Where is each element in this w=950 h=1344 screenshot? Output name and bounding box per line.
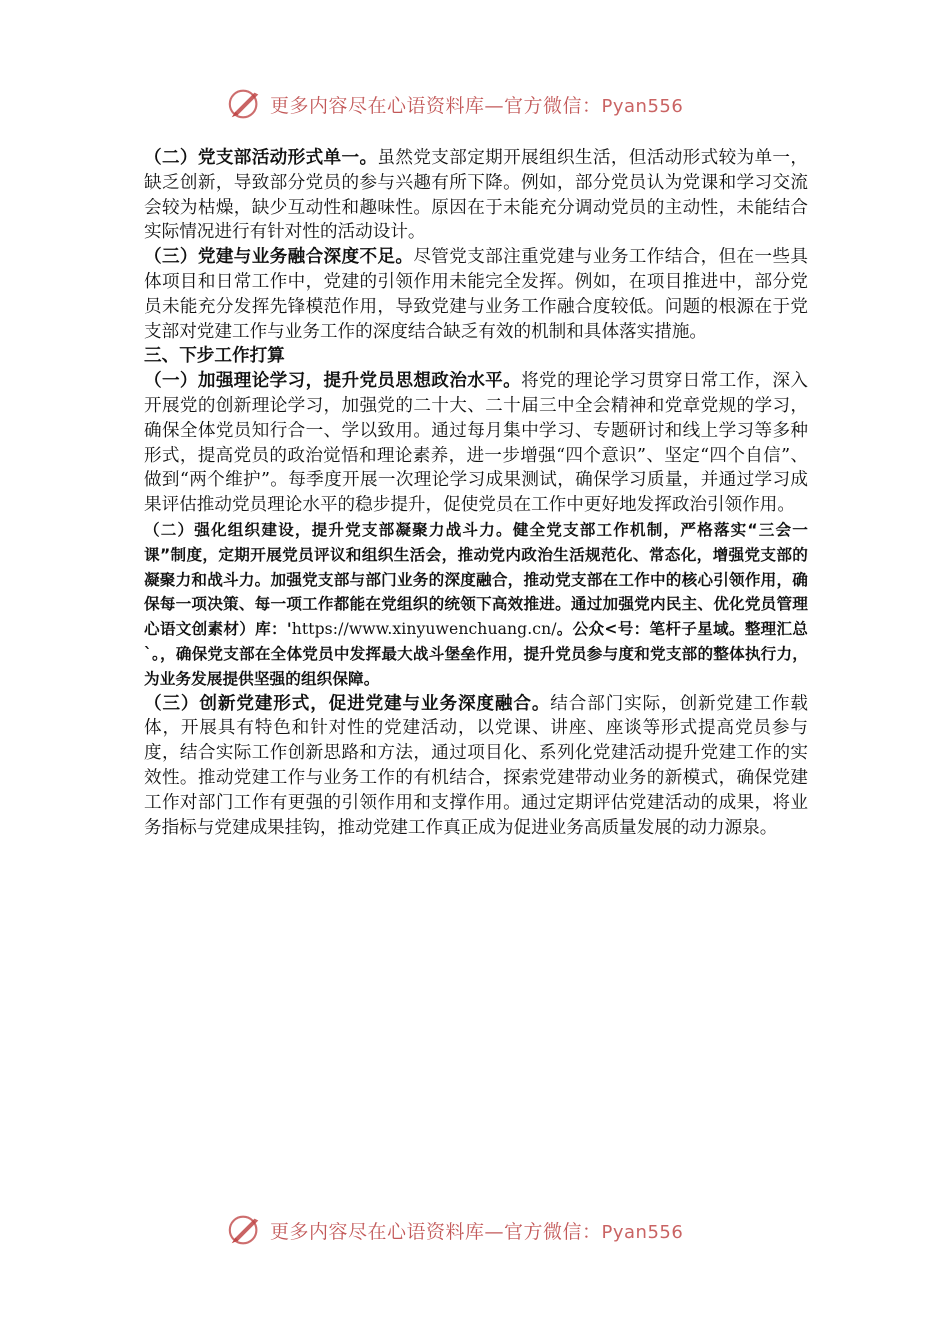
document-body (144, 146, 808, 840)
paragraph-text: 将党的理论学习贯穿日常工作，深入开展党的创新理论学习，加强党的二十大、二十届三中全会精神和党章党规的学习，确保全体党员知行合一、学以致用。通过每月集中学习、专题研讨和线上学习等多种形式，提高党员的政治觉悟和理论素养，进一步增强“四个意识”、坚定“四个自信”、做到“两个维护”。每季度开展一次理论学习成果测试，确保学习质量，并通过学习成果评估推动党员理论水平的稳步提升，促使党员在工作中更好地发挥政治引领作用。 (144, 371, 808, 516)
paragraph-lead: （一）加强理论学习，提升党员思想政治水平。 (144, 370, 522, 392)
paragraph-lead: （三）创新党建形式，促进党建与业务深度融合。 (144, 692, 551, 714)
watermark-text (270, 1217, 683, 1244)
paragraph-lead: （三）党建与业务融合深度不足。 (144, 246, 414, 268)
footer-watermark (226, 1210, 746, 1250)
pen-logo-icon (226, 1211, 264, 1249)
watermark-label: 更多内容尽在心语资料库—官方微信： (270, 1220, 602, 1243)
paragraph-text: 健全党支部工作机制，严格落实“三会一课”制度，定期开展党员评议和组织生活会，推动党内政治生活规范化、常态化，增强党支部的凝聚力和战斗力。加强党支部与部门业务的深度融合，推动党支部在工作中的核心引领作用，确保每一项决策、每一项工作都能在党组织的统领下高效推进。通过加强党内民主、优化党员管理心语文创素材）库：' (144, 520, 808, 639)
paragraph-text: 尽管党支部注重党建与业务工作结合，但在一些具体项目和日常工作中，党建的引领作用未能完全发挥。例如，在项目推进中，部分党员未能充分发挥先锋模范作用，导致党建与业务工作融合度较低。问题的根源在于党支部对党建工作与业务工作的深度结合缺乏有效的机制和具体落实措施。 (144, 247, 808, 342)
watermark-wechat-id: Pyan556 (601, 95, 684, 117)
paragraph-innovation (144, 692, 808, 841)
paragraph-text-end: 。公众<号：笔杆子星域。整理汇总`。，确保党支部在全体党员中发挥最大战斗堡垒作用，提升党员参与度和党支部的整体执行力，为业务发展提供坚强的组织保障。 (144, 620, 808, 688)
paragraph-text: 结合部门实际，创新党建工作载体，开展具有特色和针对性的党建活动，以党课、讲座、座谈等形式提高党员参与度，结合实际工作创新思路和方法，通过项目化、系列化党建活动提升党建工作的实效性。推动党建工作与业务工作的有机结合，探索党建带动业务的新模式，确保党建工作对部门工作有更强的引领作用和支撑作用。通过定期评估党建活动的成果，将业务指标与党建成果挂钩，推动党建工作真正成为促进业务高质量发展的动力源泉。 (144, 693, 808, 838)
section-heading-next-steps: 三、下步工作打算 (144, 345, 285, 367)
paragraph-lead: （二）党支部活动形式单一。 (144, 147, 378, 168)
paragraph-activity-form (144, 146, 808, 245)
pen-logo-icon (226, 85, 264, 123)
paragraph-url: https://www.xinyuwenchuang.cn/ (291, 620, 557, 639)
paragraph-integration-depth (144, 245, 808, 344)
paragraph-theory-study (144, 369, 808, 518)
paragraph-organization-building (144, 518, 808, 692)
paragraph-lead: （二）强化组织建设，提升党支部凝聚力战斗力。 (144, 520, 513, 539)
watermark-wechat-id: Pyan556 (601, 1221, 684, 1243)
watermark-label: 更多内容尽在心语资料库—官方微信： (270, 94, 602, 117)
header-watermark (226, 84, 746, 124)
watermark-text (270, 91, 683, 118)
paragraph-text: 虽然党支部定期开展组织生活，但活动形式较为单一，缺乏创新，导致部分党员的参与兴趣有所下降。例如，部分党员认为党课和学习交流会较为枯燥，缺少互动性和趣味性。原因在于未能充分调动党员的主动性，未能结合实际情况进行有针对性的活动设计。 (144, 148, 808, 243)
